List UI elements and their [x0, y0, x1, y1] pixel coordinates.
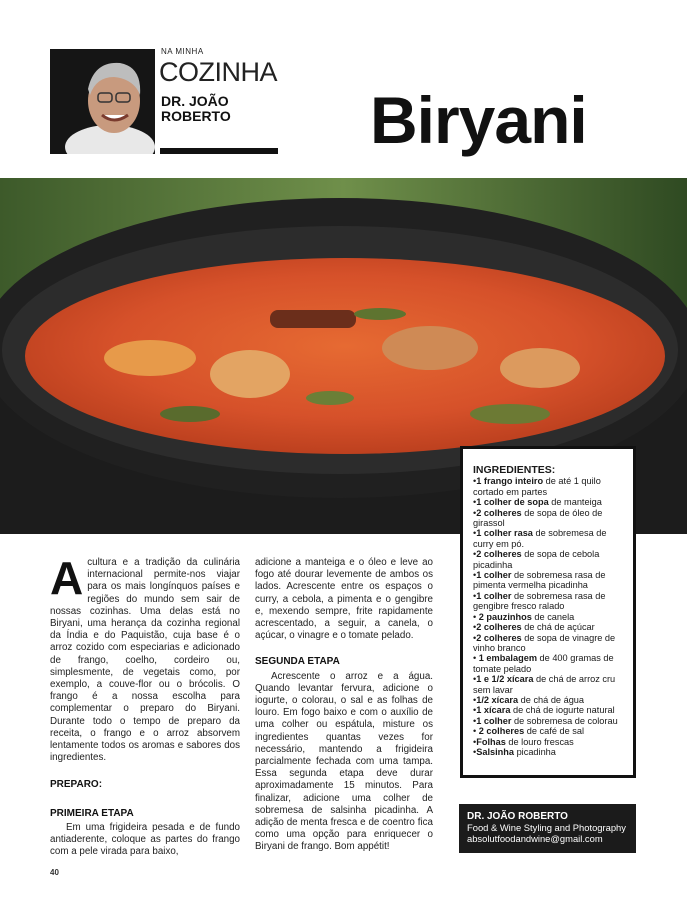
ingredient-item: • 2 colheres de sopa de cebola picadinha — [473, 549, 625, 570]
dropcap: A — [50, 552, 84, 604]
ingredient-item: • 2 colheres de café de sal — [473, 726, 625, 736]
author-portrait — [50, 49, 155, 154]
article-column-2 — [255, 557, 433, 854]
ingredients-box — [460, 446, 636, 778]
columnist-name-line1: DR. JOÃO — [161, 93, 229, 109]
step1-heading: PRIMEIRA ETAPA — [50, 807, 134, 819]
ingredient-item: • 1 colher de sobremesa rasa de pimenta vermelha picadinha — [473, 570, 625, 591]
step2-heading: SEGUNDA ETAPA — [255, 656, 340, 668]
step1-paragraph-start: Em uma frigideira pesada e de fundo antiaderente, coloque as partes do frango com a pele virada para baixo, — [50, 821, 240, 858]
author-credit-box — [459, 804, 636, 853]
page-number: 40 — [50, 868, 59, 877]
ingredients-heading: INGREDIENTES: — [473, 464, 556, 476]
article-column-1 — [50, 552, 240, 858]
intro-paragraph — [50, 552, 240, 764]
credit-tagline: Food & Wine Styling and Photography — [467, 822, 626, 833]
ingredient-item: • 1 colher de sopa de manteiga — [473, 497, 625, 507]
intro-text: cultura e a tradição da culinária internacional permite-nos viajar para os mais longínquos países e regiões do mundo sem sair de nossas cozinhas. Uma delas está no Biryani, uma herança da cozinha regional da Índia e do Paquistão, cuja base é o arroz cozido com especiarias e adicionado de frango, coelho, cordeiro ou, simplesmente, de vegetais como, por exemplo, a couve-flor ou o brócolis. O frango é a nossa escolha para complementar o preparo do Biryani. Durante todo o tempo de preparo da receita, o frango e o arroz absorvem lentamente todos os aromas e sabores dos ingredientes. — [50, 557, 240, 764]
columnist-name — [161, 94, 271, 124]
preparo-heading: PREPARO: — [50, 779, 103, 791]
column-section: COZINHA — [159, 57, 277, 87]
credit-email: absolutfoodandwine@gmail.com — [467, 833, 603, 844]
credit-name: DR. JOÃO ROBERTO — [467, 811, 568, 822]
ingredient-item: • 2 colheres de sopa de óleo de girassol — [473, 508, 625, 529]
ingredient-item: • Salsinha picadinha — [473, 747, 625, 757]
ingredient-item: • 2 colheres de chá de açúcar — [473, 622, 625, 632]
ingredient-item: • 1/2 xícara de chá de água — [473, 695, 625, 705]
ingredients-list — [473, 476, 625, 757]
step2-paragraph: Acrescente o arroz e a água. Quando levantar fervura, adicione o iogurte, o colorau, o sal e as folhas de louro. Em fogo baixo e com o auxílio de uma colher ou espátula, misture os ingredientes quantas vezes for necessário, mantendo a frigideira parcialmente fechada com uma tampa. Essa segunda etapa deve durar aproximadamente 15 minutos. Para finalizar, adicione uma colher de sobremesa de salsinha picadinha. A adição de menta fresca e de coentro fica como uma opção para enriquecer o Biryani de frango. Bom appétit! — [255, 670, 433, 853]
ingredient-item: • 1 colher de sobremesa rasa de gengibre fresco ralado — [473, 591, 625, 612]
portrait-illustration — [50, 49, 155, 154]
ingredient-item: • Folhas de louro frescas — [473, 737, 625, 747]
header-rule — [160, 148, 278, 154]
ingredient-item: • 1 colher de sobremesa de colorau — [473, 716, 625, 726]
column-kicker: NA MINHA — [161, 47, 204, 56]
ingredient-item: • 1 colher rasa de sobremesa de curry em pó. — [473, 528, 625, 549]
columnist-name-line2: ROBERTO — [161, 108, 231, 124]
page-title: Biryani — [370, 83, 587, 157]
ingredient-item: • 2 pauzinhos de canela — [473, 612, 625, 622]
step1-paragraph-end: adicione a manteiga e o óleo e leve ao fogo até dourar levemente de ambos os lados. Acrescente entre os espaços o curry, a cebola, a pimenta e o gengibre e, mexendo sempre, frite rapidamente acrescentado, a seguir, a canela, o açúcar, o vinagre e o tomate pelado. — [255, 557, 433, 642]
ingredient-item: • 1 e 1/2 xícara de chá de arroz cru sem lavar — [473, 674, 625, 695]
ingredient-item: • 1 xícara de chá de iogurte natural — [473, 705, 625, 715]
ingredient-item: • 2 colheres de sopa de vinagre de vinho branco — [473, 633, 625, 654]
ingredient-item: • 1 embalagem de 400 gramas de tomate pelado — [473, 653, 625, 674]
ingredient-item: • 1 frango inteiro de até 1 quilo cortado em partes — [473, 476, 625, 497]
